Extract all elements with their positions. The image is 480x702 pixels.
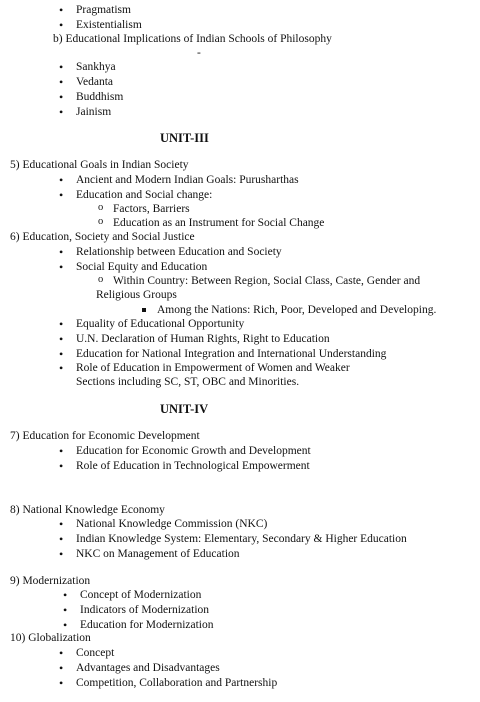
list-item: • Relationship between Education and Society xyxy=(76,245,282,259)
section-heading: 10) Globalization xyxy=(10,632,91,644)
list-item: • Education for Economic Growth and Development xyxy=(76,444,311,458)
list-item: • Concept of Modernization xyxy=(80,588,201,602)
list-item: • Education and Social change: xyxy=(76,188,212,202)
list-item: • NKC on Management of Education xyxy=(76,547,240,561)
section-heading: 6) Education, Society and Social Justice xyxy=(10,231,195,243)
list-item: • Sankhya xyxy=(76,60,116,74)
sub-list-item: o Factors, Barriers xyxy=(113,202,190,216)
list-item: • Ancient and Modern Indian Goals: Purusharthas xyxy=(76,173,299,187)
sub-list-item-continuation: Religious Groups xyxy=(96,289,177,301)
list-item-continuation: Sections including SC, ST, OBC and Minorities. xyxy=(76,376,300,388)
list-item: • Indian Knowledge System: Elementary, Secondary & Higher Education xyxy=(76,532,407,546)
list-item: • Role of Education in Technological Empowerment xyxy=(76,459,310,473)
dash: - xyxy=(197,47,201,59)
sub-sub-list-item: Among the Nations: Rich, Poor, Developed and Developing. xyxy=(157,304,437,316)
list-item: • Vedanta xyxy=(76,75,113,89)
list-item: • Social Equity and Education xyxy=(76,260,207,274)
section-heading: 7) Education for Economic Development xyxy=(10,430,200,442)
sub-list-item: o Education as an Instrument for Social Change xyxy=(113,216,324,230)
unit-heading: UNIT-IV xyxy=(160,402,209,416)
list-item: • Education for National Integration and International Understanding xyxy=(76,347,386,361)
list-item: • Indicators of Modernization xyxy=(80,603,209,617)
list-item: • Existentialism xyxy=(76,18,142,32)
list-item: • Pragmatism xyxy=(76,3,131,17)
section-heading: b) Educational Implications of Indian Schools of Philosophy xyxy=(53,33,332,45)
unit-heading: UNIT-III xyxy=(160,131,209,145)
list-item: • Education for Modernization xyxy=(80,618,214,632)
list-item: • Buddhism xyxy=(76,90,123,104)
list-item: • U.N. Declaration of Human Rights, Right to Education xyxy=(76,332,330,346)
sub-list-item: o Within Country: Between Region, Social Class, Caste, Gender and xyxy=(113,274,420,288)
section-heading: 8) National Knowledge Economy xyxy=(10,504,165,516)
list-item: • Advantages and Disadvantages xyxy=(76,661,220,675)
list-item: • Competition, Collaboration and Partnership xyxy=(76,676,277,690)
list-item: • Concept xyxy=(76,646,114,660)
list-item: • Equality of Educational Opportunity xyxy=(76,317,244,331)
list-item: • National Knowledge Commission (NKC) xyxy=(76,517,267,531)
list-item: • Jainism xyxy=(76,105,111,119)
list-item: • Role of Education in Empowerment of Women and Weaker xyxy=(76,361,350,375)
section-heading: 5) Educational Goals in Indian Society xyxy=(10,159,189,171)
section-heading: 9) Modernization xyxy=(10,575,91,587)
